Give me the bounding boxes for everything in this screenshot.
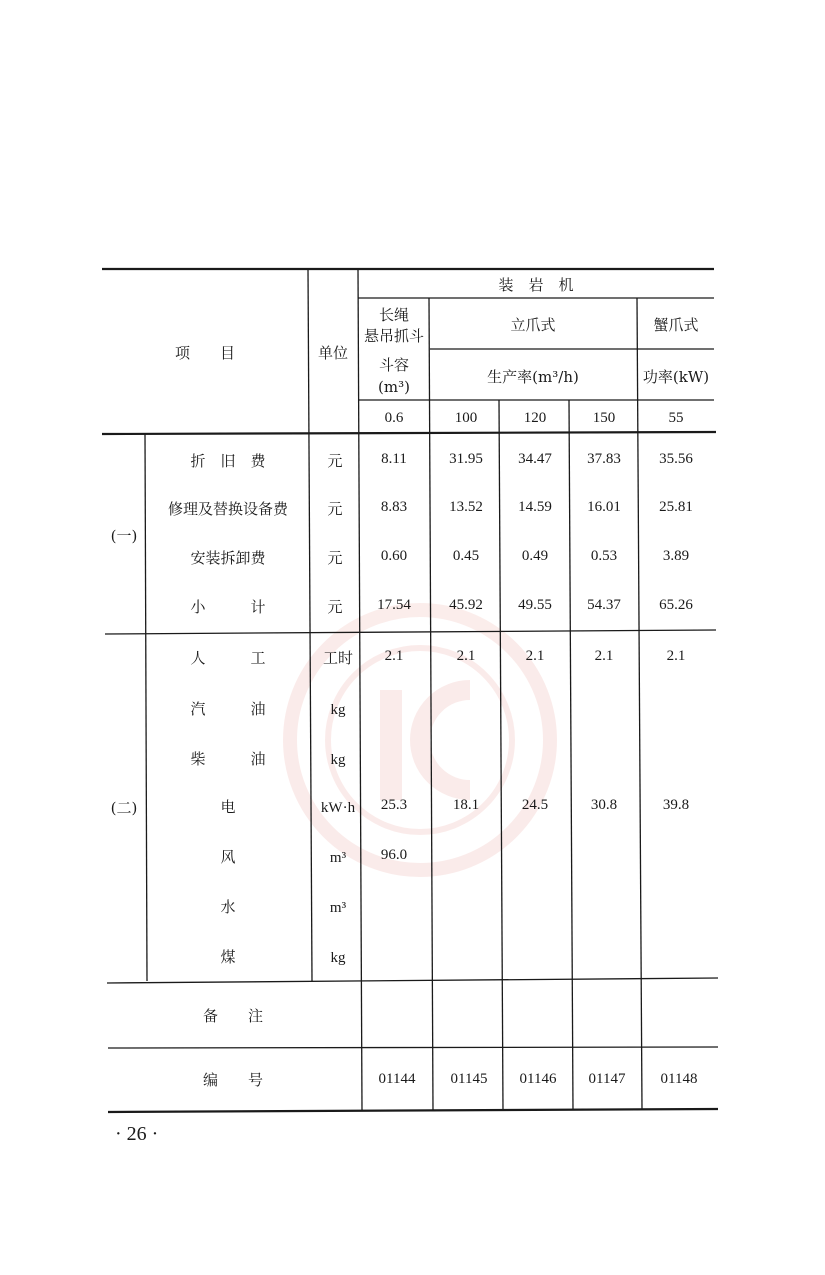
section-2-value: 2.1 xyxy=(594,648,614,664)
code-value: 01148 xyxy=(660,1071,698,1087)
section-2-value: 96.0 xyxy=(380,847,408,863)
section-1-value: 14.59 xyxy=(518,499,552,515)
section-1-value: 0.45 xyxy=(452,548,480,564)
header-param-bucket: 斗容 xyxy=(378,356,410,374)
header-param-power: 功率(kW) xyxy=(642,368,710,386)
section-2-item: 风 xyxy=(220,848,236,866)
header-type-crab-claw: 蟹爪式 xyxy=(653,316,699,334)
header-machine-group: 装 岩 机 xyxy=(498,276,574,294)
section-1-value: 31.95 xyxy=(449,451,483,467)
section-2-label: (二) xyxy=(110,799,138,817)
section-2-unit: kg xyxy=(330,752,346,768)
code-row xyxy=(379,1071,698,1087)
section-2-value: 2.1 xyxy=(525,648,545,664)
section-2-value: 2.1 xyxy=(384,648,404,664)
section-1-value: 49.55 xyxy=(518,597,552,613)
remarks-label: 备 注 xyxy=(202,1007,264,1025)
header-type-long-rope-2: 悬吊抓斗 xyxy=(363,327,425,345)
section-2-value: 18.1 xyxy=(452,797,480,813)
section-1-value: 3.89 xyxy=(662,548,690,564)
section-1-value: 0.60 xyxy=(380,548,408,564)
header-param-productivity: 生产率(m³/h) xyxy=(487,368,579,386)
section-2-value: 24.5 xyxy=(521,797,549,813)
section-1-label: (一) xyxy=(110,527,138,545)
section-1-value: 37.83 xyxy=(587,451,621,467)
section-1-value: 34.47 xyxy=(518,451,552,467)
section-2-item: 人 工 xyxy=(190,649,266,667)
section-2-item: 水 xyxy=(220,898,236,916)
section-1-value: 65.26 xyxy=(659,597,693,613)
code-value: 01146 xyxy=(519,1071,557,1087)
section-2-unit: 工时 xyxy=(322,651,354,667)
header-type-vertical-claw: 立爪式 xyxy=(510,316,556,334)
header-item: 项 目 xyxy=(174,344,236,362)
code-value: 01144 xyxy=(378,1071,416,1087)
section-1-value: 0.49 xyxy=(521,548,549,564)
section-2-unit: m³ xyxy=(329,900,347,916)
section-1-unit: 元 xyxy=(327,452,343,470)
size-value: 100 xyxy=(454,410,478,426)
section-1-value: 8.11 xyxy=(381,451,407,467)
code-label: 编 号 xyxy=(202,1071,264,1089)
section-2-value: 30.8 xyxy=(590,797,618,813)
header-unit: 单位 xyxy=(317,344,349,362)
section-1-item: 小 计 xyxy=(190,598,266,616)
section-1-unit: 元 xyxy=(327,500,343,518)
code-value: 01147 xyxy=(588,1071,626,1087)
section-2-value: 39.8 xyxy=(662,797,690,813)
section-2-item: 电 xyxy=(220,798,236,816)
section-1-value: 35.56 xyxy=(659,451,693,467)
size-value: 55 xyxy=(668,410,684,426)
section-2-unit: m³ xyxy=(329,850,347,866)
section-1-value: 25.81 xyxy=(659,499,693,515)
section-2-item: 汽 油 xyxy=(190,700,266,718)
size-value: 150 xyxy=(592,410,616,426)
section-1-value: 54.37 xyxy=(587,597,621,613)
section-2-item: 煤 xyxy=(220,948,236,966)
section-1-value: 8.83 xyxy=(380,499,408,515)
section-2-unit: kg xyxy=(330,950,346,966)
header-param-bucket-unit: (m³) xyxy=(378,378,410,396)
code-value: 01145 xyxy=(450,1071,488,1087)
section-1-item: 折 旧 费 xyxy=(190,452,266,470)
section-1-value: 45.92 xyxy=(449,597,483,613)
seal-watermark xyxy=(290,610,550,870)
section-1-unit: 元 xyxy=(327,549,343,567)
section-2-value: 25.3 xyxy=(380,797,408,813)
page-number: · 26 · xyxy=(115,1123,159,1145)
section-1-value: 16.01 xyxy=(587,499,621,515)
section-2-item: 柴 油 xyxy=(190,750,266,768)
section-2-value: 2.1 xyxy=(456,648,476,664)
section-1-item: 安装拆卸费 xyxy=(190,549,266,567)
section-1-item: 修理及替换设备费 xyxy=(167,500,289,518)
section-2-value: 2.1 xyxy=(666,648,686,664)
section-1-unit: 元 xyxy=(327,598,343,616)
section-2-unit: kg xyxy=(330,702,346,718)
header-type-long-rope-1: 长绳 xyxy=(378,306,410,324)
size-value: 120 xyxy=(523,410,547,426)
section-1-value: 17.54 xyxy=(377,597,411,613)
section-1-value: 0.53 xyxy=(590,548,618,564)
section-1-value: 13.52 xyxy=(449,499,483,515)
section-2-unit: kW·h xyxy=(320,800,356,816)
size-value: 0.6 xyxy=(384,410,404,426)
